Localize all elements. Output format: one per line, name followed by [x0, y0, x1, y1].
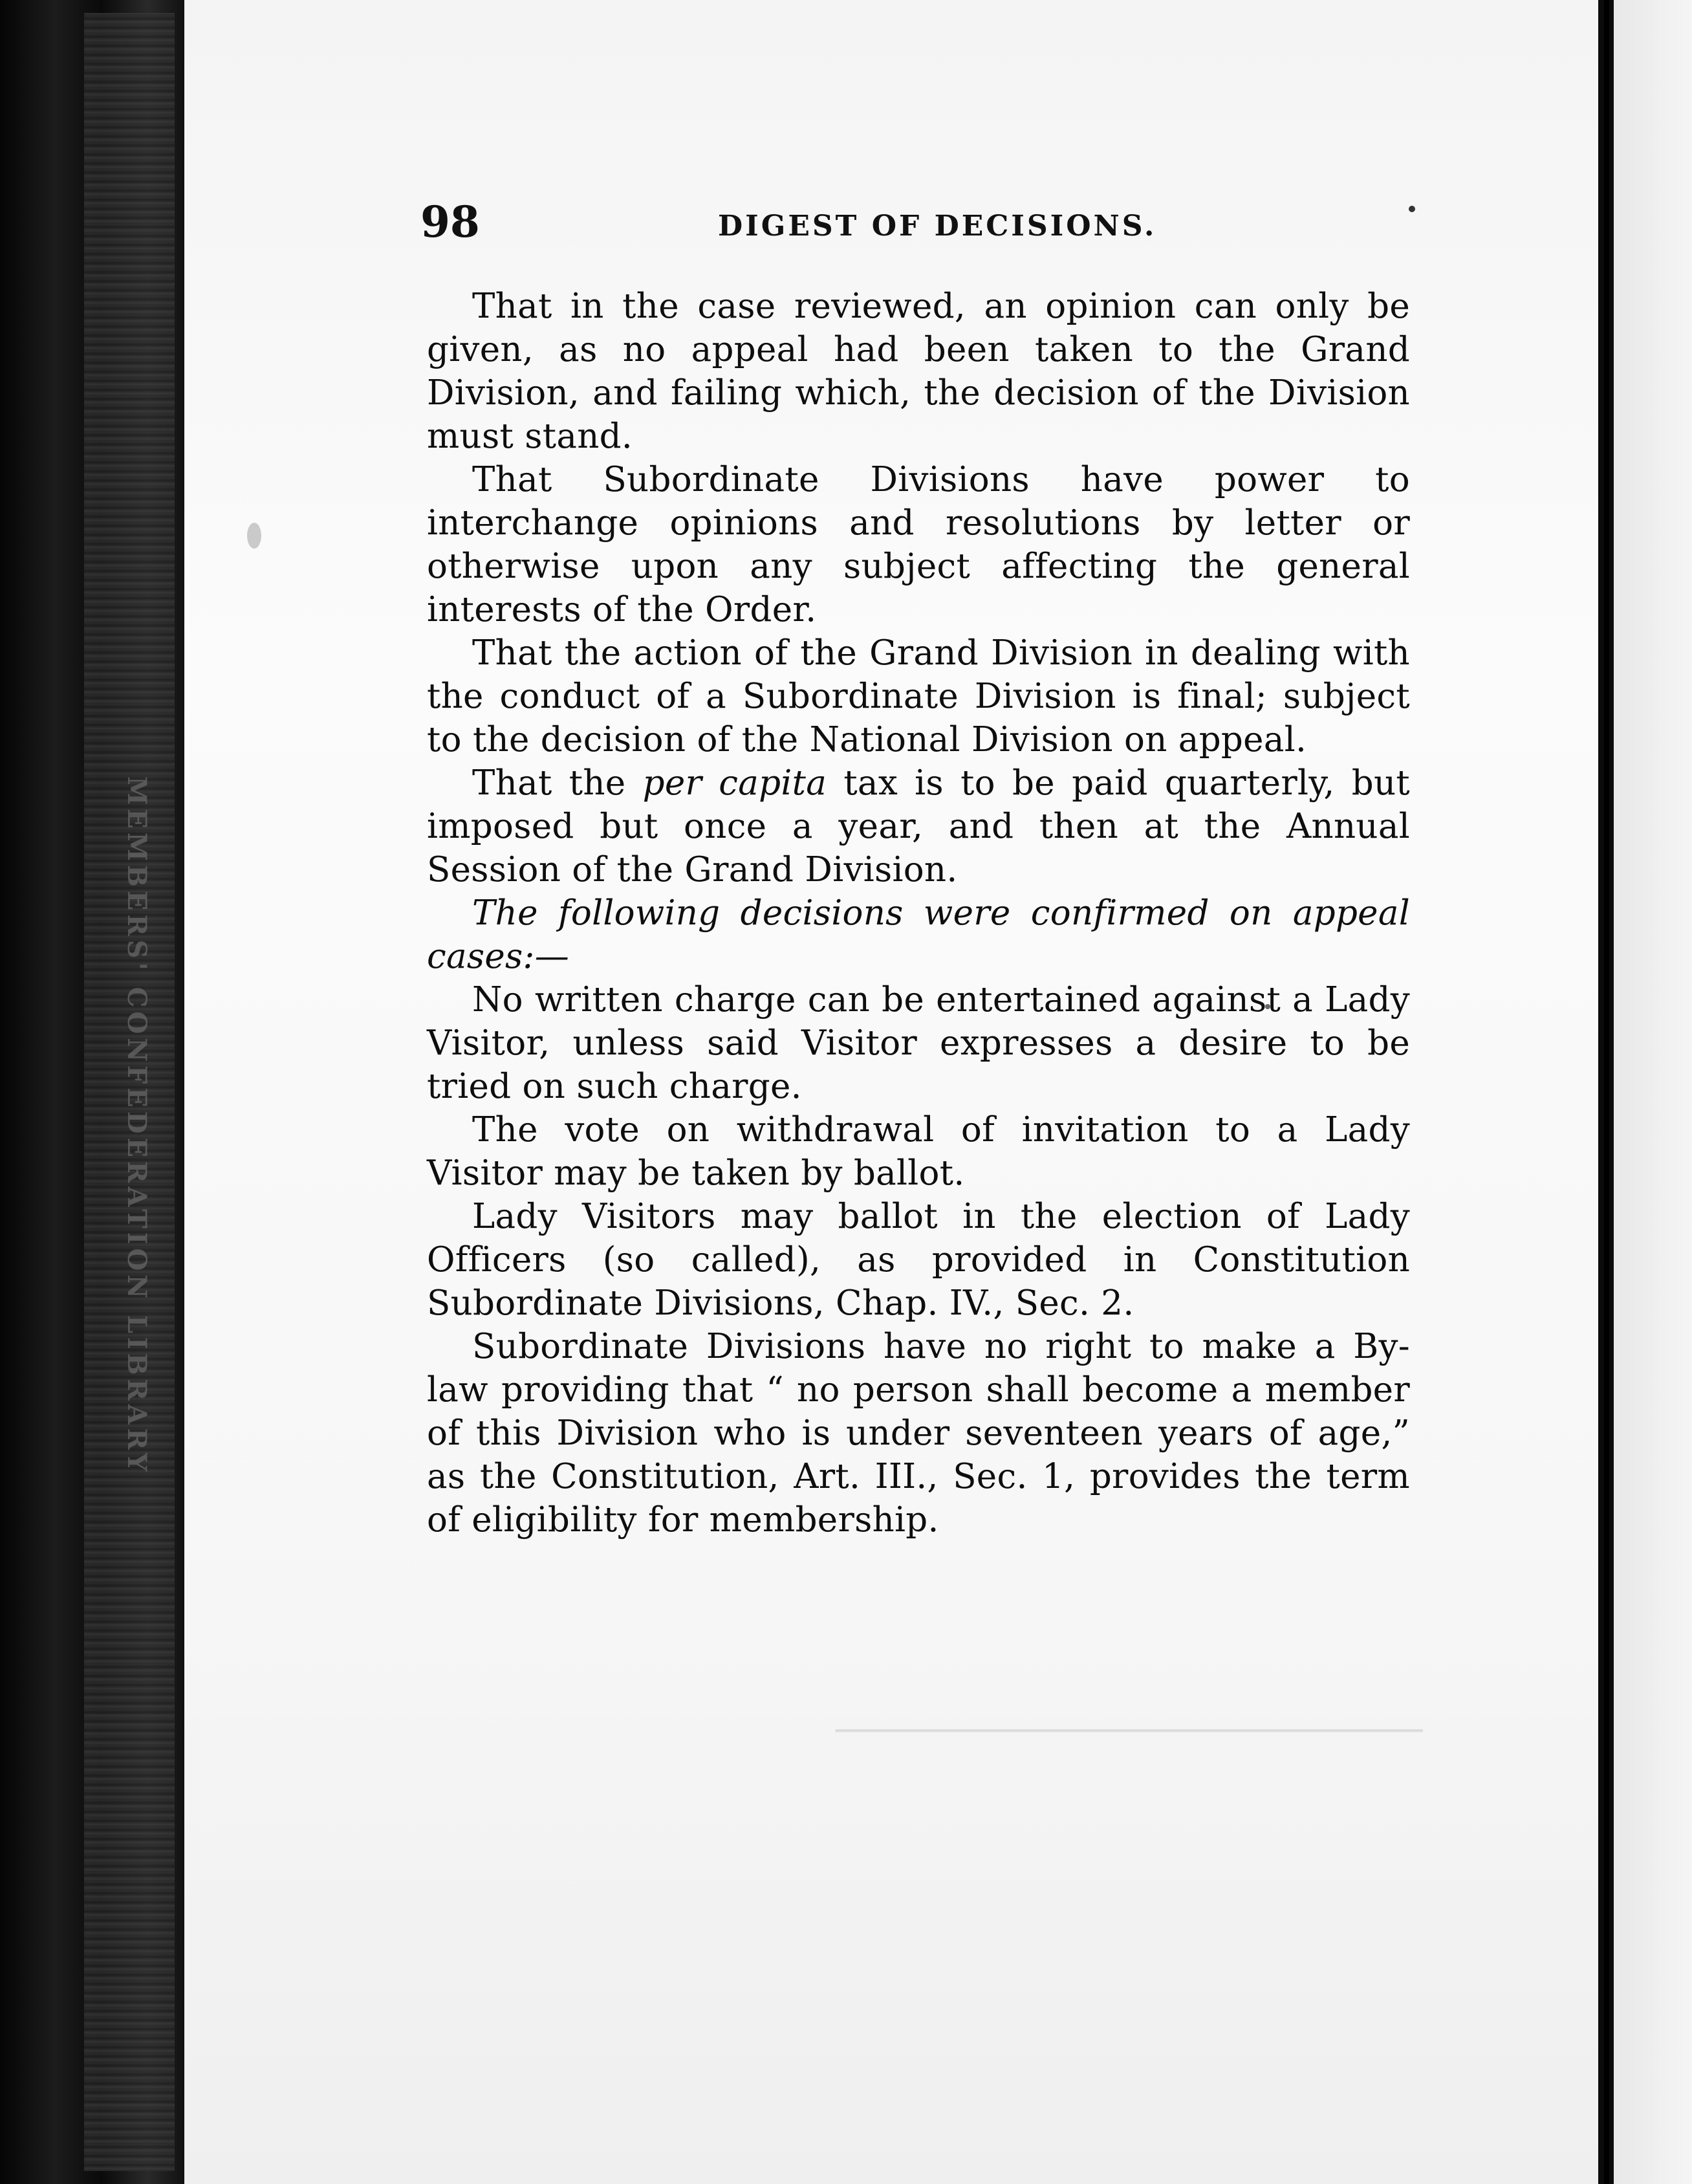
appeal-cases-heading: The following decisions were confirmed on appeal cases:—	[427, 893, 1410, 976]
running-head: DIGEST OF DECISIONS.	[718, 210, 1157, 243]
decision-paragraph: Subordinate Divisions have no right to make a By-law providing that “ no person shall become a member of this Division who is under seventeen years of age,” as the Constitution, Art. III., Sec. 1, provides the term of eligibility for membership.	[427, 1327, 1410, 1540]
page-number: 98	[420, 197, 480, 247]
text-run: That the	[472, 763, 643, 803]
decision-paragraph	[427, 761, 1410, 891]
decision-paragraph: The vote on withdrawal of invitation to a Lady Visitor may be taken by ballot.	[427, 1110, 1410, 1193]
decision-paragraph: Lady Visitors may ballot in the election of Lady Officers (so called), as provided in Constitution Subordinate Divisions, Chap. IV., Sec. 2.	[427, 1197, 1410, 1323]
book-spine-edge	[0, 0, 184, 2184]
next-page-edge-line	[1604, 0, 1609, 2184]
ink-speck	[247, 523, 261, 549]
decision-paragraph: That Subordinate Divisions have power to interchange opinions and resolutions by letter or otherwise upon any subject affecting the general interests of the Order.	[427, 460, 1410, 629]
page-body	[427, 285, 1410, 1542]
next-page-fragment	[1614, 0, 1692, 2184]
decision-paragraph: That the action of the Grand Division in dealing with the conduct of a Subordinate Division is final; subject to the decision of the National Division on appeal.	[427, 633, 1410, 759]
italic-term: per capita	[642, 763, 827, 803]
reverse-side-bleed-through: ─────────────────────────────	[836, 1712, 1423, 1751]
text-run: tax is to be paid quarterly, but imposed but once a year, and then at the Annual Session of the Grand Division.	[427, 763, 1410, 890]
page-header	[420, 193, 1429, 257]
decision-paragraph: No written charge can be entertained against a Lady Visitor, unless said Visitor expresses a desire to be tried on such charge.	[427, 980, 1410, 1106]
library-stamp-text: MEMBERS' CONFEDERATION LIBRARY	[122, 776, 152, 1476]
decision-paragraph: That in the case reviewed, an opinion can only be given, as no appeal had been taken to the Grand Division, and failing which, the decision of the Division must stand.	[427, 287, 1410, 456]
